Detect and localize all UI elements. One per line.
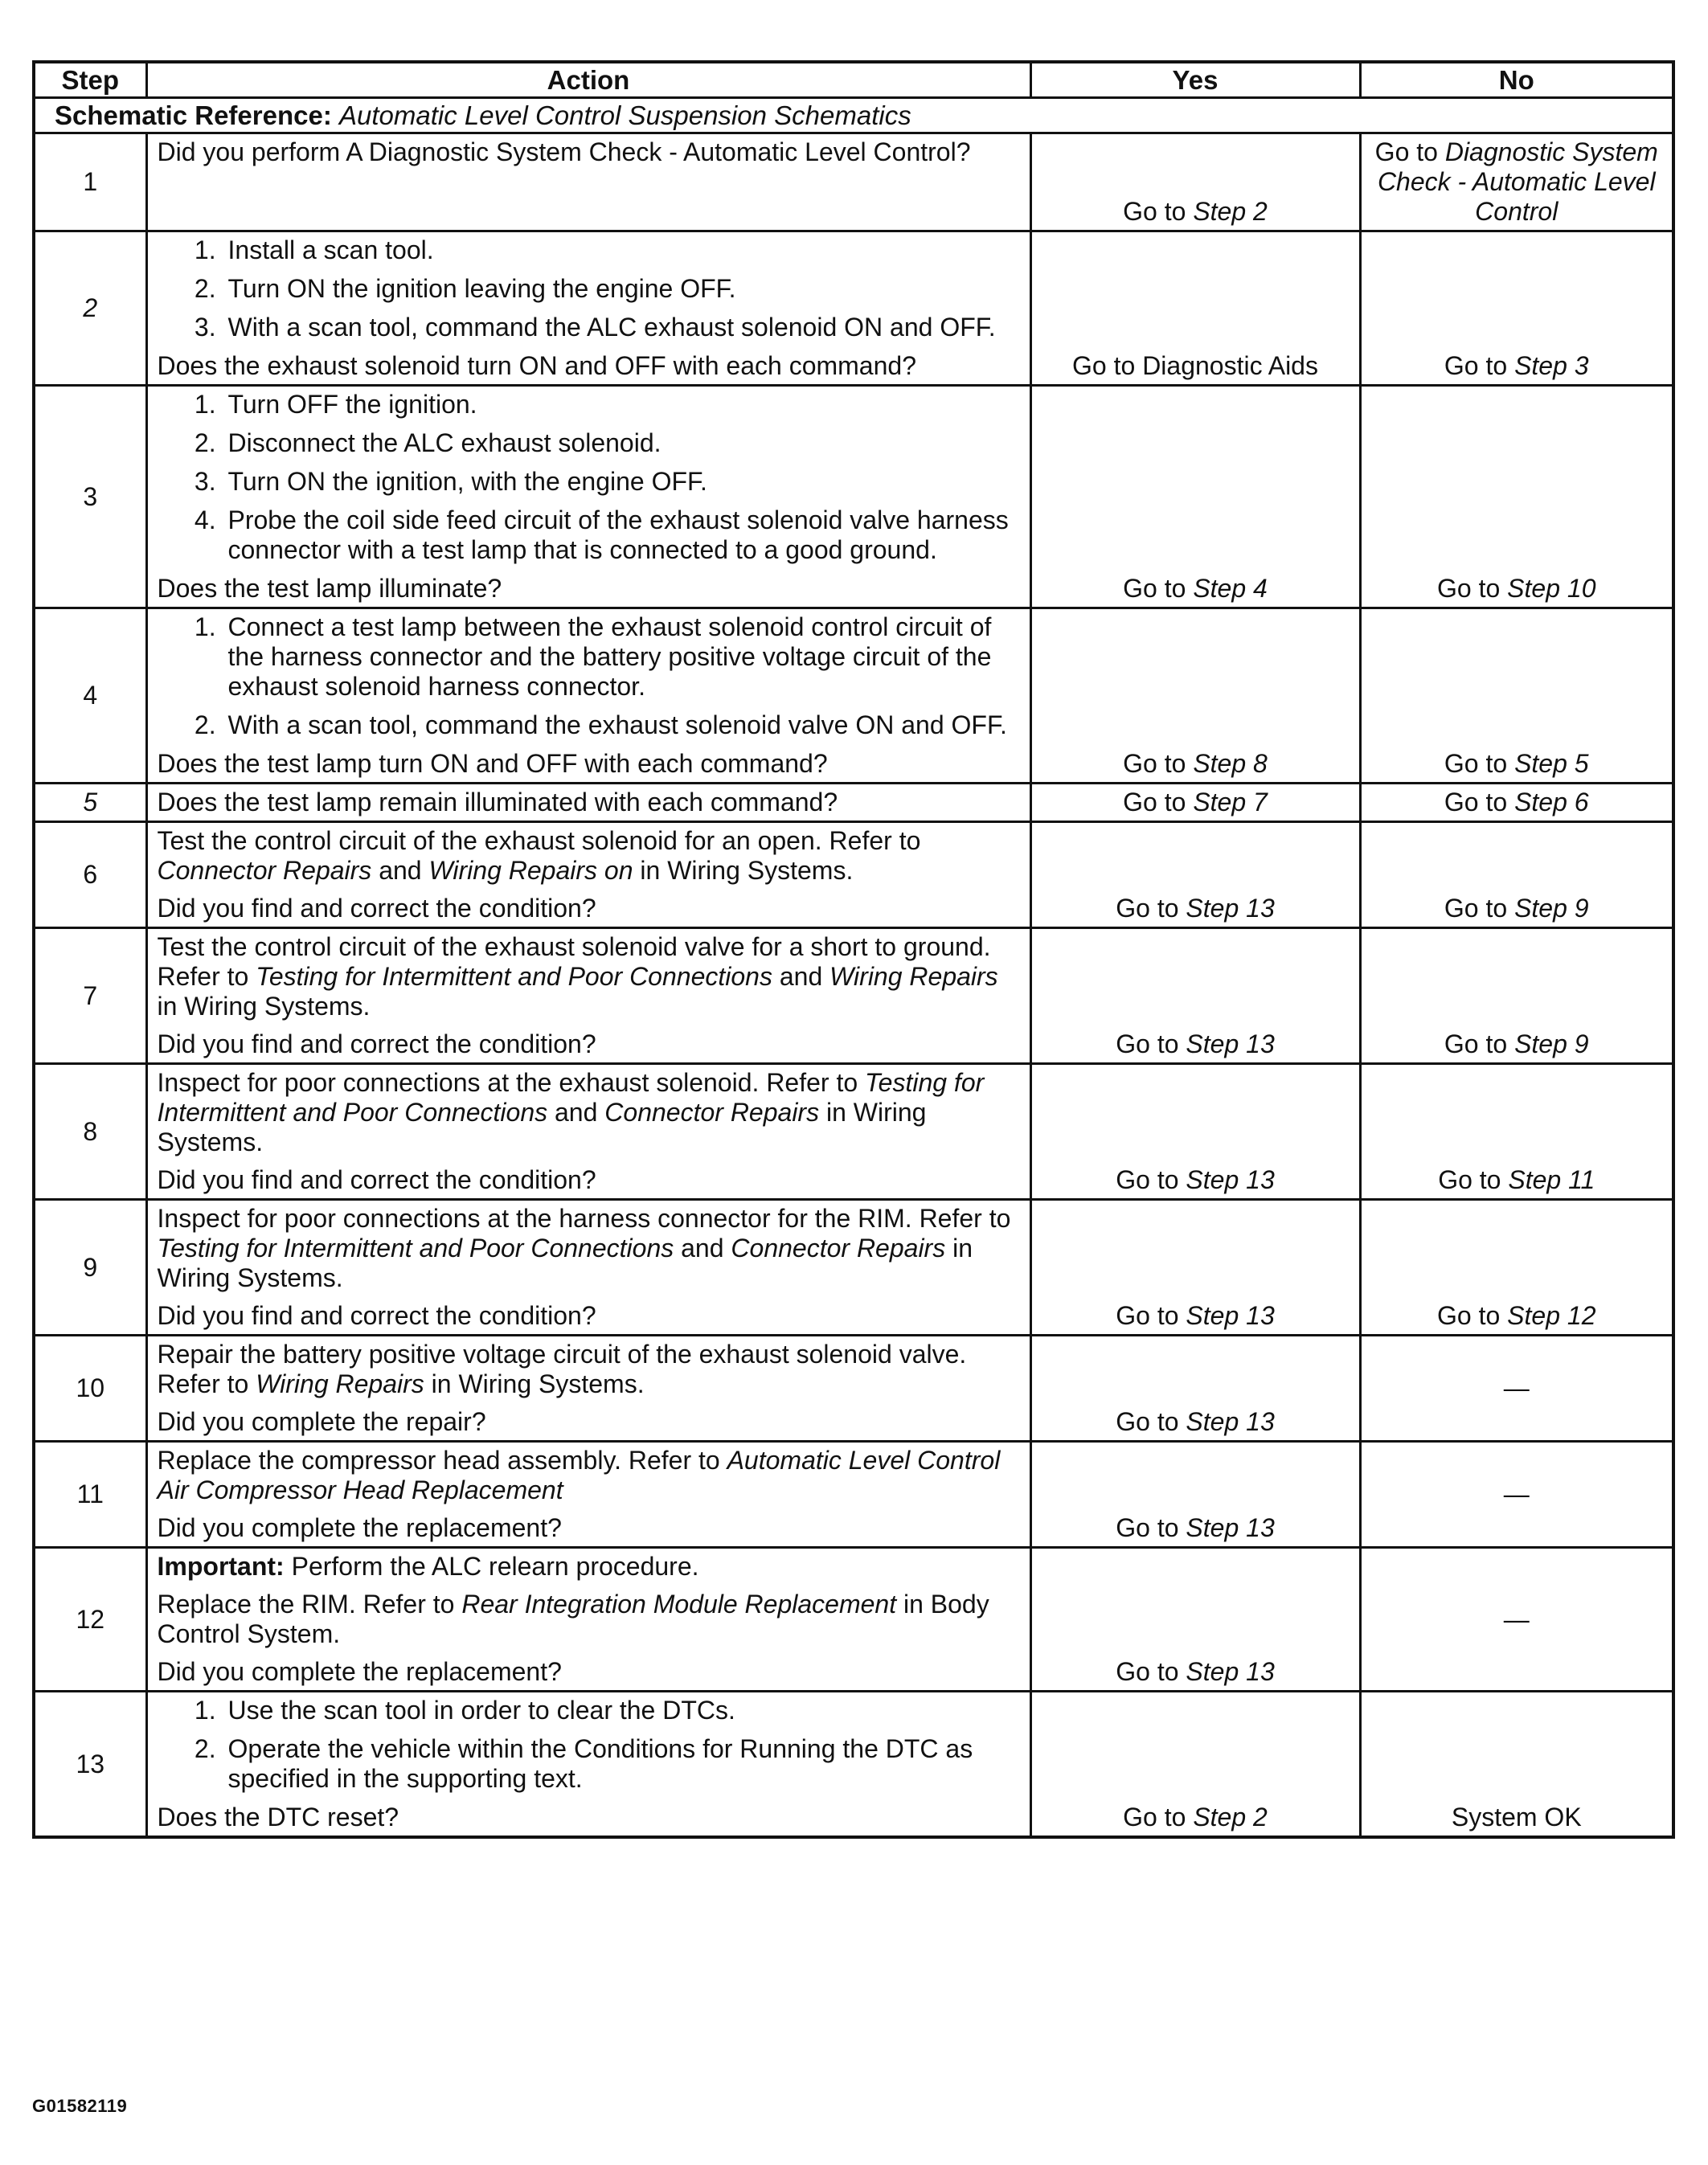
action-cell [146, 231, 1030, 386]
action-question: Did you find and correct the condition? [157, 894, 596, 923]
no-cell [1360, 784, 1673, 822]
yes-cell [1030, 1442, 1360, 1548]
action-text-part: in Wiring Systems. [157, 992, 371, 1021]
action-text-part: and [674, 1234, 731, 1263]
figure-id: G01582119 [32, 2096, 128, 2116]
schematic-reference [34, 98, 1673, 133]
action-text-part: Test the control circuit of the exhaust solenoid valve for a short to ground. Refer to [157, 932, 991, 991]
yes-cell [1030, 1064, 1360, 1200]
action-text [158, 1068, 1020, 1157]
table-row [34, 784, 1673, 822]
action-question: Did you find and correct the condition? [157, 1301, 596, 1330]
action-text [158, 1340, 1020, 1399]
action-step-item: 1. Use the scan tool in order to clear the DTCs. [223, 1696, 1020, 1725]
action-text [158, 1446, 1020, 1505]
reference-link[interactable]: Rear Integration Module Replacement [461, 1590, 897, 1619]
table-row [34, 133, 1673, 231]
no-goto-link[interactable]: Step 11 [1508, 1165, 1595, 1194]
reference-link[interactable]: Connector Repairs [157, 856, 372, 885]
step-number: 9 [34, 1200, 146, 1336]
action-text-part: Inspect for poor connections at the harness connector for the RIM. Refer to [157, 1204, 1011, 1233]
action-steps-list [158, 235, 1020, 342]
yes-goto-link[interactable]: Step 13 [1186, 1657, 1275, 1686]
action-question: Does the DTC reset? [157, 1803, 399, 1831]
yes-result: Go to Diagnostic Aids [1072, 351, 1318, 380]
no-goto-prefix: Go to [1437, 1301, 1508, 1330]
action-step-item: 4. Probe the coil side feed circuit of the exhaust solenoid valve harness connector with a test lamp that is connected to a good ground. [223, 505, 1020, 565]
action-text [158, 826, 1020, 886]
diagnostic-table-container [32, 60, 1672, 1839]
action-step-item: 3. With a scan tool, command the ALC exhaust solenoid ON and OFF. [223, 313, 1020, 342]
action-cell [146, 608, 1030, 784]
action-text-part: in Wiring Systems. [157, 1234, 973, 1292]
step-number: 13 [34, 1692, 146, 1838]
table-body [34, 133, 1673, 1838]
action-question: Did you find and correct the condition? [157, 1029, 596, 1058]
no-goto-link[interactable]: Step 9 [1514, 1029, 1589, 1058]
reference-link[interactable]: Testing for Intermittent and Poor Connections [157, 1068, 985, 1127]
action-text-part: Replace the compressor head assembly. Refer to [157, 1446, 727, 1475]
action-question: Did you complete the repair? [157, 1407, 486, 1436]
no-goto-prefix: Go to [1444, 351, 1515, 380]
table-row [34, 608, 1673, 784]
table-row [34, 386, 1673, 608]
action-question: Did you perform A Diagnostic System Check - Automatic Level Control? [157, 137, 971, 166]
action-steps-list [158, 1696, 1020, 1794]
yes-goto-link[interactable]: Step 2 [1193, 197, 1268, 226]
action-step-item: 1. Install a scan tool. [223, 235, 1020, 265]
action-text [158, 1204, 1020, 1293]
action-text [158, 932, 1020, 1021]
yes-cell [1030, 822, 1360, 928]
action-text-part: Repair the battery positive voltage circuit of the exhaust solenoid valve. Refer to [157, 1340, 967, 1398]
yes-goto-link[interactable]: Step 2 [1193, 1803, 1268, 1831]
action-cell [146, 386, 1030, 608]
step-number: 12 [34, 1548, 146, 1692]
table-row [34, 1442, 1673, 1548]
yes-cell [1030, 1336, 1360, 1442]
table-row [34, 231, 1673, 386]
action-steps-list [158, 390, 1020, 565]
step-number: 1 [34, 133, 146, 231]
no-cell [1360, 928, 1673, 1064]
reference-link[interactable]: Automatic Level Control Air Compressor Head Replacement [157, 1446, 1001, 1504]
action-cell [146, 1336, 1030, 1442]
action-text-part: in Wiring Systems. [424, 1369, 645, 1398]
yes-cell [1030, 1200, 1360, 1336]
table-row [34, 1200, 1673, 1336]
action-text-part: in Wiring Systems. [157, 1098, 927, 1156]
no-goto-link[interactable]: Diagnostic System Check - Automatic Level Control [1377, 137, 1658, 226]
yes-cell [1030, 1692, 1360, 1838]
action-step-item: 2. Operate the vehicle within the Conditions for Running the DTC as specified in the supporting text. [223, 1734, 1020, 1794]
yes-goto-prefix: Go to [1123, 788, 1194, 816]
no-goto-link[interactable]: Step 3 [1514, 351, 1589, 380]
reference-link[interactable]: Wiring Repairs [256, 1369, 424, 1398]
schematic-row [34, 98, 1673, 133]
step-number: 4 [34, 608, 146, 784]
no-cell [1360, 1200, 1673, 1336]
table-row [34, 1548, 1673, 1692]
action-question: Does the test lamp remain illuminated with each command? [157, 788, 838, 816]
no-cell [1360, 1442, 1673, 1548]
important-text: Perform the ALC relearn procedure. [284, 1552, 699, 1581]
yes-goto-link[interactable]: Step 13 [1186, 1029, 1275, 1058]
no-goto-prefix: Go to [1437, 574, 1508, 603]
step-number: 2 [34, 231, 146, 386]
no-goto-prefix: Go to [1444, 749, 1515, 778]
yes-goto-prefix: Go to [1123, 1803, 1194, 1831]
yes-goto-prefix: Go to [1116, 1513, 1186, 1542]
table-row [34, 1692, 1673, 1838]
action-text-part: in Wiring Systems. [633, 856, 854, 885]
action-text-part: in Body Control System. [157, 1590, 989, 1648]
table-row [34, 822, 1673, 928]
no-result: — [1503, 1604, 1530, 1634]
yes-goto-prefix: Go to [1116, 1029, 1186, 1058]
step-number: 10 [34, 1336, 146, 1442]
no-goto-link[interactable]: Step 10 [1507, 574, 1596, 603]
yes-goto-link[interactable]: Step 13 [1186, 1301, 1275, 1330]
important-note [158, 1552, 1020, 1582]
no-goto-prefix: Go to [1438, 1165, 1509, 1194]
action-step-item: 1. Turn OFF the ignition. [223, 390, 1020, 419]
yes-goto-prefix: Go to [1123, 574, 1194, 603]
table-row [34, 1336, 1673, 1442]
yes-goto-link[interactable]: Step 13 [1186, 894, 1275, 923]
action-cell [146, 928, 1030, 1064]
yes-goto-link[interactable]: Step 13 [1186, 1407, 1275, 1436]
yes-cell [1030, 386, 1360, 608]
no-goto-link[interactable]: Step 6 [1514, 788, 1589, 816]
header-row [34, 62, 1673, 98]
no-goto-link[interactable]: Step 5 [1514, 749, 1589, 778]
header-yes: Yes [1030, 62, 1360, 98]
no-goto-prefix: Go to [1444, 894, 1515, 923]
yes-cell [1030, 1548, 1360, 1692]
diagnostic-table [32, 60, 1675, 1839]
header-no: No [1360, 62, 1673, 98]
reference-link[interactable]: Wiring Repairs [829, 962, 998, 991]
action-text-part: Test the control circuit of the exhaust solenoid for an open. Refer to [157, 826, 921, 855]
yes-goto-prefix: Go to [1116, 1407, 1186, 1436]
table-row [34, 1064, 1673, 1200]
yes-goto-link[interactable]: Step 4 [1193, 574, 1268, 603]
no-cell [1360, 386, 1673, 608]
action-step-item: 2. With a scan tool, command the exhaust solenoid valve ON and OFF. [223, 710, 1020, 740]
action-question: Did you find and correct the condition? [157, 1165, 596, 1194]
schematic-label: Schematic Reference: [55, 100, 332, 130]
action-text [158, 1590, 1020, 1649]
header-action: Action [146, 62, 1030, 98]
no-goto-link[interactable]: Step 9 [1514, 894, 1589, 923]
no-result: System OK [1451, 1803, 1582, 1831]
yes-goto-prefix: Go to [1116, 894, 1186, 923]
action-text-part: and [371, 856, 429, 885]
yes-goto-prefix: Go to [1123, 197, 1194, 226]
action-text-part: and [547, 1098, 605, 1127]
step-number: 11 [34, 1442, 146, 1548]
action-step-item: 2. Disconnect the ALC exhaust solenoid. [223, 428, 1020, 458]
no-result: — [1503, 1373, 1530, 1402]
action-question: Did you complete the replacement? [157, 1657, 562, 1686]
action-cell [146, 1442, 1030, 1548]
action-cell [146, 1064, 1030, 1200]
reference-link[interactable]: Wiring Repairs on [428, 856, 633, 885]
no-goto-prefix: Go to [1374, 137, 1445, 166]
action-question: Does the exhaust solenoid turn ON and OFF with each command? [157, 351, 916, 380]
yes-cell [1030, 133, 1360, 231]
step-number: 6 [34, 822, 146, 928]
yes-goto-link[interactable]: Step 13 [1186, 1513, 1275, 1542]
reference-link[interactable]: Connector Repairs [604, 1098, 820, 1127]
no-cell [1360, 822, 1673, 928]
yes-goto-prefix: Go to [1116, 1657, 1186, 1686]
no-goto-link[interactable]: Step 12 [1507, 1301, 1596, 1330]
step-number: 5 [34, 784, 146, 822]
step-number: 7 [34, 928, 146, 1064]
important-label: Important: [157, 1552, 285, 1581]
action-cell [146, 1548, 1030, 1692]
action-text-part: and [772, 962, 830, 991]
step-number: 3 [34, 386, 146, 608]
no-cell [1360, 608, 1673, 784]
yes-goto-prefix: Go to [1116, 1165, 1186, 1194]
header-step: Step [34, 62, 146, 98]
action-text-part: Inspect for poor connections at the exhaust solenoid. Refer to [157, 1068, 866, 1097]
action-cell [146, 784, 1030, 822]
action-steps-list [158, 612, 1020, 740]
table-row [34, 928, 1673, 1064]
no-cell [1360, 1336, 1673, 1442]
action-step-item: 2. Turn ON the ignition leaving the engine OFF. [223, 274, 1020, 304]
action-cell [146, 822, 1030, 928]
yes-goto-link[interactable]: Step 7 [1193, 788, 1268, 816]
action-question: Does the test lamp illuminate? [157, 574, 502, 603]
yes-cell [1030, 784, 1360, 822]
reference-link[interactable]: Connector Repairs [731, 1234, 946, 1263]
yes-cell [1030, 928, 1360, 1064]
yes-cell [1030, 231, 1360, 386]
action-cell [146, 133, 1030, 231]
yes-cell [1030, 608, 1360, 784]
no-cell [1360, 1692, 1673, 1838]
action-step-item: 3. Turn ON the ignition, with the engine OFF. [223, 467, 1020, 497]
action-cell [146, 1692, 1030, 1838]
reference-link[interactable]: Testing for Intermittent and Poor Connections [256, 962, 772, 991]
no-goto-prefix: Go to [1444, 788, 1515, 816]
no-cell [1360, 231, 1673, 386]
action-question: Did you complete the replacement? [157, 1513, 562, 1542]
action-question: Does the test lamp turn ON and OFF with each command? [157, 749, 828, 778]
no-result: — [1503, 1479, 1530, 1508]
action-text-part: Replace the RIM. Refer to [157, 1590, 462, 1619]
no-cell [1360, 1548, 1673, 1692]
action-step-item: 1. Connect a test lamp between the exhaust solenoid control circuit of the harness connector and the battery positive voltage circuit of the exhaust solenoid harness connector. [223, 612, 1020, 702]
yes-goto-prefix: Go to [1116, 1301, 1186, 1330]
action-cell [146, 1200, 1030, 1336]
schematic-link[interactable]: Automatic Level Control Suspension Schematics [339, 100, 911, 130]
no-cell [1360, 1064, 1673, 1200]
reference-link[interactable]: Testing for Intermittent and Poor Connections [157, 1234, 674, 1263]
no-goto-prefix: Go to [1444, 1029, 1515, 1058]
yes-goto-link[interactable]: Step 8 [1193, 749, 1268, 778]
step-number: 8 [34, 1064, 146, 1200]
yes-goto-link[interactable]: Step 13 [1186, 1165, 1275, 1194]
no-cell [1360, 133, 1673, 231]
yes-goto-prefix: Go to [1123, 749, 1194, 778]
